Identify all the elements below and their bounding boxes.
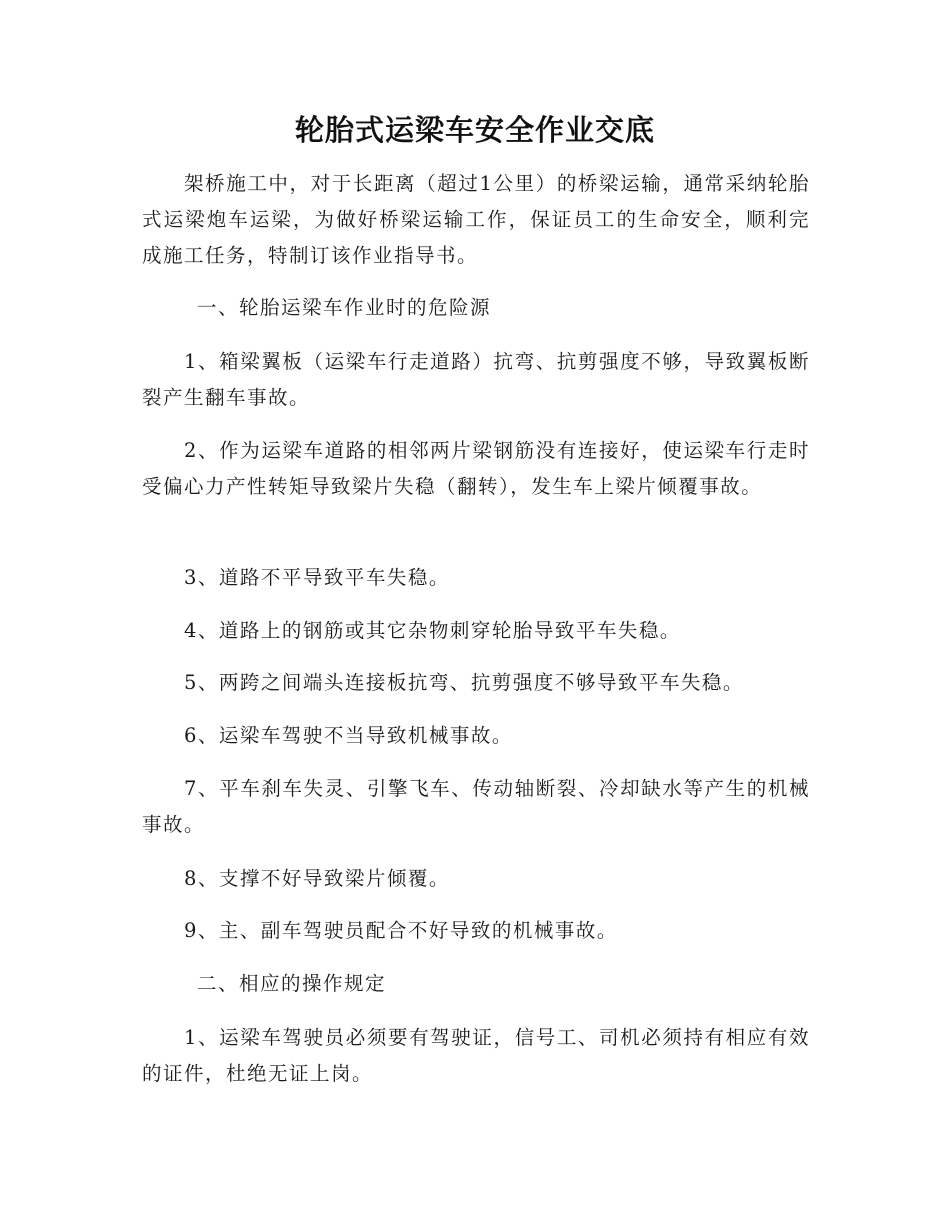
hazard-item-2: 2、作为运梁车道路的相邻两片梁钢筋没有连接好，使运梁车行走时受偏心力产性转矩导致梁片失稳（翻转），发生车上梁片倾覆事故。 [142, 439, 810, 498]
rule-item-1: 1、运梁车驾驶员必须要有驾驶证，信号工、司机必须持有相应有效的证件，杜绝无证上岗。 [142, 1026, 810, 1085]
hazard-item-1: 1、箱梁翼板（运梁车行走道路）抗弯、抗剪强度不够，导致翼板断裂产生翻车事故。 [142, 350, 810, 409]
hazard-item-8: 8、支撑不好导致梁片倾覆。 [184, 867, 450, 890]
hazard-item-4: 4、道路上的钢筋或其它杂物刺穿轮胎导致平车失稳。 [184, 619, 681, 642]
hazard-item-3: 3、道路不平导致平车失稳。 [184, 566, 450, 589]
hazard-item-6: 6、运梁车驾驶不当导致机械事故。 [184, 724, 513, 747]
hazard-item-5: 5、两跨之间端头连接板抗弯、抗剪强度不够导致平车失稳。 [184, 671, 744, 694]
section-2-heading: 二、相应的操作规定 [197, 972, 387, 995]
intro-paragraph: 架桥施工中，对于长距离（超过1公里）的桥梁运输，通常采纳轮胎式运梁炮车运梁，为做好桥梁运输工作，保证员工的生命安全，顺利完成施工任务，特制订该作业指导书。 [142, 172, 810, 267]
hazard-item-7: 7、平车刹车失灵、引擎飞车、传动轴断裂、冷却缺水等产生的机械事故。 [142, 777, 810, 836]
hazard-item-9: 9、主、副车驾驶员配合不好导致的机械事故。 [184, 919, 618, 942]
document-title: 轮胎式运梁车安全作业交底 [294, 113, 655, 147]
section-1-heading: 一、轮胎运梁车作业时的危险源 [197, 296, 492, 319]
